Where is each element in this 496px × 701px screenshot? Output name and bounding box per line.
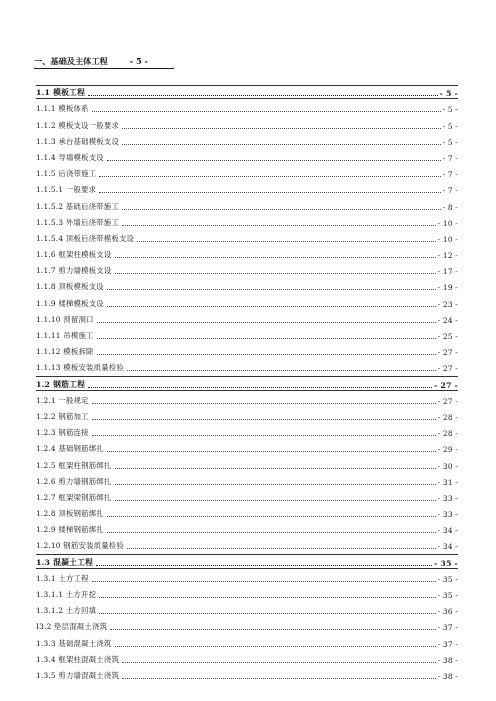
toc-entry-page: - 25 - xyxy=(437,332,458,341)
toc-entry[interactable] xyxy=(36,584,458,600)
toc-entry-title: 1.1.9 楼梯模板支设 xyxy=(36,298,104,308)
toc-entry-page: - 10 - xyxy=(437,234,458,244)
toc-entry-title: 1.1 模板工程 xyxy=(36,88,86,98)
toc-entry[interactable] xyxy=(36,179,458,195)
dot-leader xyxy=(88,378,432,388)
dot-leader xyxy=(107,507,436,517)
table-of-contents xyxy=(36,82,458,681)
dot-leader xyxy=(97,329,436,339)
chapter-page-number: - 5 - xyxy=(129,56,148,66)
toc-entry[interactable] xyxy=(36,276,458,292)
toc-entry-page: - 35 - xyxy=(437,591,458,600)
dot-leader xyxy=(122,135,441,145)
toc-entry-title: 1.1.5.4 顶板后浇带模板支设 xyxy=(36,233,135,243)
toc-entry-page: - 5 - xyxy=(439,89,458,99)
toc-entry-page: - 5 - xyxy=(442,137,458,147)
toc-entry[interactable] xyxy=(36,616,458,632)
toc-entry[interactable] xyxy=(36,649,458,665)
toc-entry-title: 1.2.8 顶板钢筋绑扎 xyxy=(36,509,104,519)
dot-leader xyxy=(107,523,436,533)
toc-entry[interactable] xyxy=(36,163,458,179)
toc-entry-page: - 17 - xyxy=(437,267,458,277)
dot-leader xyxy=(92,572,436,582)
dot-leader xyxy=(127,361,436,371)
toc-entry-title: 1.3.1 土方工程 xyxy=(36,573,89,583)
toc-entry-page: - 8 - xyxy=(442,202,458,212)
dot-leader xyxy=(107,297,436,307)
toc-entry-page: - 38 - xyxy=(437,671,458,681)
toc-entry[interactable] xyxy=(36,665,458,681)
toc-section-entry[interactable] xyxy=(36,82,458,98)
toc-entry[interactable] xyxy=(36,422,458,438)
toc-entry-page: - 28 - xyxy=(437,429,458,439)
toc-entry-page: - 7 - xyxy=(442,186,458,196)
dot-leader xyxy=(97,313,436,323)
toc-entry[interactable] xyxy=(36,487,458,503)
toc-entry[interactable] xyxy=(36,600,458,616)
toc-entry-page: - 34 - xyxy=(437,542,458,552)
dot-leader xyxy=(115,475,436,485)
toc-entry-title: 1.3.4 框架柱混凝土浇筑 xyxy=(36,654,120,664)
toc-section-entry[interactable] xyxy=(36,551,458,567)
dot-leader xyxy=(115,491,436,501)
dot-leader xyxy=(122,669,436,679)
toc-entry-page: - 19 - xyxy=(437,283,458,293)
toc-entry-title: 1.2.7 框架梁钢筋绑扎 xyxy=(36,492,112,502)
toc-entry[interactable] xyxy=(36,212,458,228)
toc-entry-title: 1.1.13 模板安装质量检验 xyxy=(36,363,124,373)
toc-entry-title: 1.1.2 模板支设一般要求 xyxy=(36,120,120,130)
dot-leader xyxy=(92,410,436,420)
toc-entry[interactable] xyxy=(36,535,458,551)
toc-entry-page: - 29 - xyxy=(437,445,458,455)
toc-entry-title: 1.2.5 框架柱钢筋绑扎 xyxy=(36,460,112,470)
dot-leader xyxy=(127,539,436,549)
toc-entry[interactable] xyxy=(36,325,458,341)
toc-entry[interactable] xyxy=(36,228,458,244)
dot-leader xyxy=(99,588,436,598)
dot-leader xyxy=(137,232,436,242)
toc-entry[interactable] xyxy=(36,244,458,260)
toc-entry-page: - 35 - xyxy=(437,574,458,584)
toc-entry[interactable] xyxy=(36,357,458,373)
dot-leader xyxy=(99,183,440,193)
toc-entry-page: - 5 - xyxy=(442,105,458,115)
toc-entry-page: - 37 - xyxy=(437,623,458,633)
toc-entry-title: 1.3.1.1 土方开挖 xyxy=(36,590,97,599)
dot-leader xyxy=(107,442,436,452)
toc-entry-title: I3.2 垫层混凝土浇筑 xyxy=(36,622,108,632)
toc-entry-page: - 12 - xyxy=(437,251,458,261)
toc-entry[interactable] xyxy=(36,98,458,114)
dot-leader xyxy=(110,620,436,630)
toc-entry-title: 1.1.3 承台基础模板支设 xyxy=(36,136,120,146)
chapter-title: 一、基础及主体工程 xyxy=(34,56,108,66)
toc-entry-page: - 24 - xyxy=(437,315,458,325)
toc-entry-title: 1.1.1 模板体系 xyxy=(36,104,89,114)
toc-entry-page: - 36 - xyxy=(437,607,458,617)
toc-entry[interactable] xyxy=(36,260,458,276)
toc-entry[interactable] xyxy=(36,390,458,406)
dot-leader xyxy=(88,86,438,96)
toc-entry-page: - 7 - xyxy=(442,153,458,163)
toc-entry-title: 1.2.10 钢筋安装质量检验 xyxy=(36,541,124,551)
toc-entry-page: - 33 - xyxy=(437,510,458,520)
toc-entry-page: - 30 - xyxy=(437,461,458,471)
toc-entry-title: 1.2.2 钢筋加工 xyxy=(36,411,89,421)
toc-entry-page: - 35 - xyxy=(434,558,458,568)
toc-entry[interactable] xyxy=(36,632,458,648)
toc-entry-title: 1.1.12 模板拆除 xyxy=(36,347,94,357)
toc-entry-title: 1.1.5.1 一般要求 xyxy=(36,185,97,195)
toc-entry[interactable] xyxy=(36,471,458,487)
toc-entry-title: 1.3 混凝土工程 xyxy=(36,557,94,567)
dot-leader xyxy=(115,459,436,469)
toc-entry-title: 1.1.11 吊模施工 xyxy=(36,331,94,340)
toc-entry-title: 1.1.5.2 基础后浇带施工 xyxy=(36,201,119,211)
toc-entry[interactable] xyxy=(36,568,458,584)
toc-entry-page: - 10 - xyxy=(437,218,458,228)
chapter-heading[interactable] xyxy=(34,56,174,69)
toc-entry-title: 1.2.9 楼梯钢筋绑扎 xyxy=(36,525,104,535)
toc-entry-title: 1.1.4 导墙模板支设 xyxy=(36,152,104,162)
dot-leader xyxy=(99,167,440,177)
toc-entry[interactable] xyxy=(36,309,458,325)
toc-entry[interactable] xyxy=(36,503,458,519)
toc-entry-title: 1.2 钢筋工程 xyxy=(36,379,86,389)
dot-leader xyxy=(122,200,441,210)
toc-entry-title: 1.1.6 框架柱模板支设 xyxy=(36,250,112,260)
toc-entry-page: - 27 - xyxy=(437,364,458,374)
toc-entry-page: - 38 - xyxy=(437,655,458,665)
toc-entry-title: 1.1.10 预留洞口 xyxy=(36,314,94,324)
dot-leader xyxy=(92,426,436,436)
toc-entry-title: 1.1.8 顶板模板支设 xyxy=(36,282,104,292)
toc-entry-title: 1.2.6 剪力墙钢筋绑扎 xyxy=(36,476,112,486)
toc-entry[interactable] xyxy=(36,438,458,454)
dot-leader xyxy=(97,345,436,355)
toc-entry-page: - 31 - xyxy=(437,477,458,487)
toc-entry-page: - 23 - xyxy=(437,299,458,309)
dot-leader xyxy=(107,151,441,161)
dot-leader xyxy=(92,394,436,404)
toc-entry-title: 1.3.3 基础混凝土浇筑 xyxy=(36,638,112,648)
toc-entry-page: - 34 - xyxy=(437,526,458,536)
toc-entry-title: 1.3.5 剪力墙混凝土浇筑 xyxy=(36,670,120,680)
toc-entry[interactable] xyxy=(36,406,458,422)
toc-entry-page: - 7 - xyxy=(442,170,458,180)
toc-entry[interactable] xyxy=(36,519,458,535)
toc-entry-page: - 37 - xyxy=(437,639,458,649)
toc-entry[interactable] xyxy=(36,147,458,163)
toc-entry-page: - 5 - xyxy=(442,121,458,131)
toc-entry-title: 1.1.5.3 外墙后浇带施工 xyxy=(36,217,119,227)
toc-entry-title: 1.2.4 基础钢筋绑扎 xyxy=(36,444,104,454)
toc-section-entry[interactable] xyxy=(36,373,458,389)
toc-entry[interactable] xyxy=(36,195,458,211)
toc-entry-title: 1.2.1 一般规定 xyxy=(36,395,89,405)
toc-entry[interactable] xyxy=(36,131,458,147)
toc-entry-page: - 27 - xyxy=(437,348,458,358)
dot-leader xyxy=(115,637,436,647)
dot-leader xyxy=(122,216,436,226)
toc-entry-page: - 33 - xyxy=(437,493,458,503)
dot-leader xyxy=(115,248,436,258)
toc-entry-title: 1.3.1.2 土方回填 xyxy=(36,606,97,616)
toc-entry-title: 1.1.7 剪力墙模板支设 xyxy=(36,266,112,276)
toc-entry-page: - 27 - xyxy=(434,380,458,390)
toc-entry-page: - 28 - xyxy=(437,412,458,422)
dot-leader xyxy=(99,604,436,614)
dot-leader xyxy=(96,556,432,566)
dot-leader xyxy=(122,653,436,663)
dot-leader xyxy=(92,102,441,112)
toc-entry[interactable] xyxy=(36,454,458,470)
toc-entry-title: 1.1.5 后浇带施工 xyxy=(36,169,97,179)
toc-entry[interactable] xyxy=(36,114,458,130)
toc-entry[interactable] xyxy=(36,341,458,357)
toc-entry[interactable] xyxy=(36,292,458,308)
dot-leader xyxy=(115,264,436,274)
toc-entry-title: 1.2.3 钢筋连接 xyxy=(36,428,89,438)
toc-entry-page: - 27 - xyxy=(437,396,458,406)
dot-leader xyxy=(107,280,436,290)
dot-leader xyxy=(122,119,441,129)
